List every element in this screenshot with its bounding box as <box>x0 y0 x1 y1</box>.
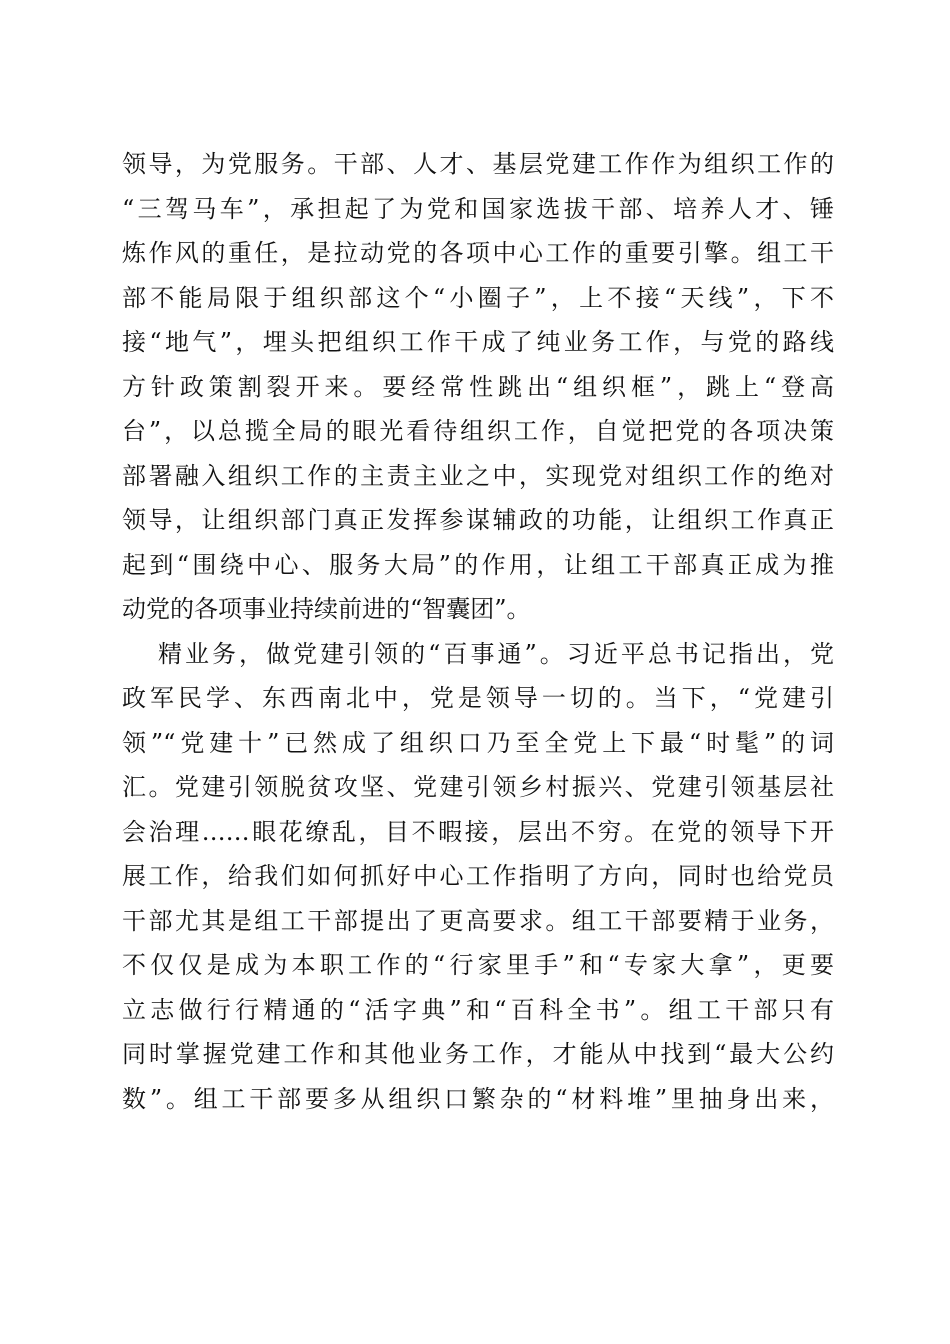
text-line: 领导，为党服务。干部、人才、基层党建工作作为组织工作的 <box>122 150 834 178</box>
text-line: 立志做行行精通的“活字典”和“百科全书”。组工干部只有 <box>122 995 834 1024</box>
paragraph-first-line: 精业务，做党建引领的“百事通”。习近平总书记指出，党 <box>158 639 834 668</box>
text-line: 数”。组工干部要多从组织口繁杂的“材料堆”里抽身出来， <box>122 1084 834 1113</box>
text-line: 接“地气”，埋头把组织工作干成了纯业务工作，与党的路线 <box>122 328 834 356</box>
text-line: 汇。党建引领脱贫攻坚、党建引领乡村振兴、党建引领基层社 <box>122 773 834 801</box>
text-line: 干部尤其是组工干部提出了更高要求。组工干部要精于业务， <box>122 906 834 935</box>
text-line: 展工作，给我们如何抓好中心工作指明了方向，同时也给党员 <box>122 862 834 890</box>
text-line: “三驾马车”，承担起了为党和国家选拔干部、培养人才、锤 <box>122 194 834 223</box>
text-line: 动党的各项事业持续前进的“智囊团”。 <box>122 595 531 623</box>
text-line: 政军民学、东西南北中，党是领导一切的。当下，“党建引 <box>122 684 834 712</box>
text-line: 同时掌握党建工作和其他业务工作，才能从中找到“最大公约 <box>122 1040 834 1068</box>
text-line: 不仅仅是成为本职工作的“行家里手”和“专家大拿”，更要 <box>122 951 834 979</box>
text-line: 方针政策割裂开来。要经常性跳出“组织框”，跳上“登高 <box>122 372 834 401</box>
text-line: 炼作风的重任，是拉动党的各项中心工作的重要引擎。组工干 <box>122 239 834 267</box>
text-line: 领导，让组织部门真正发挥参谋辅政的功能，让组织工作真正 <box>122 506 834 534</box>
text-line: 起到“围绕中心、服务大局”的作用，让组工干部真正成为推 <box>122 550 834 579</box>
text-line: 会治理……眼花缭乱，目不暇接，层出不穷。在党的领导下开 <box>122 817 834 846</box>
text-line: 领”“党建十”已然成了组织口乃至全党上下最“时髦”的词 <box>122 728 834 757</box>
text-line: 部署融入组织工作的主责主业之中，实现党对组织工作的绝对 <box>122 461 834 490</box>
text-line: 部不能局限于组织部这个“小圈子”，上不接“天线”，下不 <box>122 283 834 312</box>
text-line: 台”，以总揽全局的眼光看待组织工作，自觉把党的各项决策 <box>122 417 834 445</box>
body-text <box>122 142 834 1121</box>
